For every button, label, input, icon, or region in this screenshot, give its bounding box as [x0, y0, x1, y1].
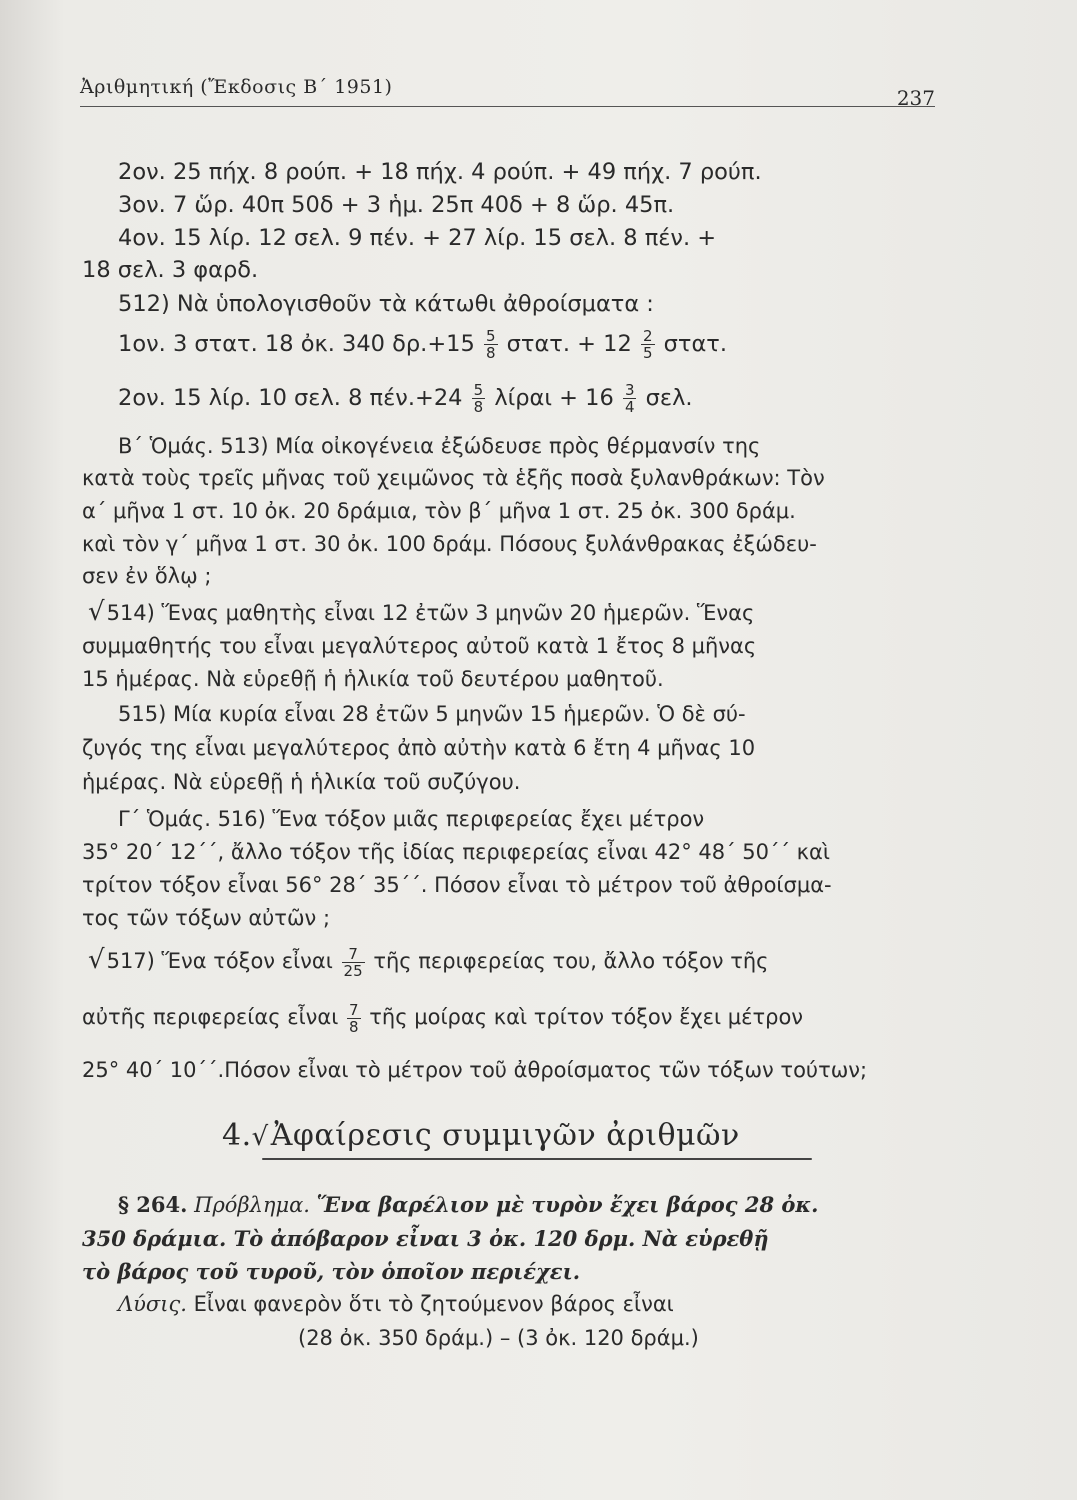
section-number: 4.	[222, 1118, 252, 1153]
text-line: 2ον. 25 πήχ. 8 ρούπ. + 18 πήχ. 4 ρούπ. + 49 πήχ. 7 ρούπ.	[118, 159, 762, 185]
fraction-numerator: 5	[473, 381, 484, 399]
fraction-numerator: 5	[485, 327, 496, 345]
checkmark-icon: √	[251, 1122, 269, 1152]
text-line	[118, 382, 693, 416]
text-line: Γ΄ Ὁμάς. 516) Ἕνα τόξον μιᾶς περιφερείας ἔχει μέτρον	[118, 807, 705, 831]
text-line: Β΄ Ὁμάς. 513) Μία οἰκογένεια ἐξώδευσε πρὸς θέρμανσίν της	[118, 434, 761, 458]
text-line	[88, 944, 769, 979]
text-segment: στατ. + 12	[506, 331, 632, 357]
text-line: 35° 20΄ 12΄΄, ἄλλο τόξον τῆς ἰδίας περιφερείας εἶναι 42° 48΄ 50΄΄ καὶ	[82, 840, 830, 864]
text-line	[82, 1001, 803, 1035]
text-line: 18 σελ. 3 φαρδ.	[82, 257, 259, 283]
text-line: α΄ μῆνα 1 στ. 10 ὀκ. 20 δράμια, τὸν β΄ μῆνα 1 στ. 25 ὀκ. 300 δράμ.	[82, 499, 796, 523]
text-segment: αὐτῆς περιφερείας εἶναι	[82, 1005, 339, 1029]
text-line	[118, 328, 727, 362]
text-line: τὸ βάρος τοῦ τυροῦ, τὸν ὁποῖον περιέχει.	[82, 1259, 581, 1284]
text-line: ἡμέρας. Νὰ εὑρεθῇ ἡ ἡλικία τοῦ συζύγου.	[82, 770, 521, 794]
text-segment: τῆς μοίρας καὶ τρίτον τόξον ἔχει μέτρον	[369, 1005, 804, 1029]
text-line: τρίτον τόξον εἶναι 56° 28΄ 35΄΄. Πόσον εἶναι τὸ μέτρον τοῦ ἀθροίσμα-	[82, 873, 832, 897]
fraction-denominator: 25	[343, 961, 363, 980]
section-title: Ἀφαίρεσις συμμιγῶν ἀριθμῶν	[270, 1118, 740, 1153]
fraction-numerator: 2	[642, 327, 653, 345]
fraction	[472, 382, 486, 415]
fraction-numerator: 7	[348, 944, 358, 963]
text-segment: 517) Ἕνα τόξον εἶναι	[106, 949, 333, 973]
section-heading	[222, 1118, 740, 1153]
page-number: 237	[896, 86, 935, 110]
text-line	[118, 1188, 818, 1223]
text-segment: Ἕνα βαρέλιον μὲ τυρὸν ἔχει βάρος 28 ὀκ.	[316, 1192, 819, 1217]
header-title: Ἀριθμητική (Ἔκδοσις Β΄ 1951)	[80, 76, 393, 98]
fraction-numerator: 3	[624, 381, 635, 399]
text-line: (28 ὀκ. 350 δράμ.) – (3 ὀκ. 120 δράμ.)	[298, 1326, 699, 1350]
fraction	[342, 946, 365, 979]
text-line: κατὰ τοὺς τρεῖς μῆνας τοῦ χειμῶνος τὰ ἑξῆς ποσὰ ξυλανθράκων: Τὸν	[82, 466, 825, 490]
fraction-denominator: 8	[349, 1017, 359, 1036]
text-line: 512) Νὰ ὑπολογισθοῦν τὰ κάτωθι ἀθροίσματα :	[118, 291, 654, 317]
text-line: σεν ἐν ὅλῳ ;	[82, 564, 212, 588]
fraction-denominator: 4	[624, 398, 635, 416]
text-line: καὶ τὸν γ΄ μῆνα 1 στ. 30 ὀκ. 100 δράμ. Πόσους ξυλάνθρακας ἐξώδευ-	[82, 532, 817, 556]
fraction-denominator: 8	[485, 344, 496, 362]
text-line: 25° 40΄ 10΄΄.Πόσον εἶναι τὸ μέτρον τοῦ ἀθροίσματος τῶν τόξων τούτων;	[82, 1058, 868, 1082]
text-line: 515) Μία κυρία εἶναι 28 ἐτῶν 5 μηνῶν 15 ἡμερῶν. Ὁ δὲ σύ-	[118, 702, 746, 726]
fraction	[641, 328, 655, 361]
text-line: 15 ἡμέρας. Νὰ εὑρεθῇ ἡ ἡλικία τοῦ δευτέρου μαθητοῦ.	[82, 667, 664, 691]
text-segment: τῆς περιφερείας του, ἄλλο τόξον τῆς	[373, 949, 769, 973]
text-line: τος τῶν τόξων αὐτῶν ;	[82, 906, 331, 930]
checkmark-icon: √	[88, 945, 105, 975]
solution-label: Λύσις.	[118, 1292, 187, 1316]
fraction	[623, 382, 637, 415]
text-segment: στατ.	[663, 331, 727, 357]
fraction-denominator: 5	[642, 344, 653, 362]
text-line: 4ον. 15 λίρ. 12 σελ. 9 πέν. + 27 λίρ. 15 σελ. 8 πέν. +	[118, 225, 717, 251]
text-line	[88, 596, 754, 631]
text-segment: 1ον. 3 στατ. 18 ὀκ. 340 δρ.+15	[118, 331, 475, 357]
text-line: 350 δράμια. Τὸ ἀπόβαρον εἶναι 3 ὀκ. 120 δρμ. Νὰ εὑρεθῇ	[82, 1226, 769, 1251]
text-segment: 514) Ἕνας μαθητὴς εἶναι 12 ἐτῶν 3 μηνῶν 20 ἡμερῶν. Ἕνας	[106, 601, 755, 625]
fraction-denominator: 8	[473, 398, 484, 416]
problem-label: Πρόβλημα.	[194, 1193, 310, 1217]
running-header	[80, 72, 935, 110]
text-line	[118, 1288, 674, 1322]
text-segment: λίραι + 16	[494, 385, 614, 411]
fraction	[347, 1002, 361, 1035]
text-line: 3ον. 7 ὥρ. 40π 50δ + 3 ἡμ. 25π 40δ + 8 ὥρ. 45π.	[118, 192, 675, 218]
text-line: συμμαθητής του εἶναι μεγαλύτερος αὐτοῦ κατὰ 1 ἔτος 8 μῆνας	[82, 634, 757, 658]
section-underline	[262, 1158, 812, 1160]
text-line: ζυγός της εἶναι μεγαλύτερος ἀπὸ αὐτὴν κατὰ 6 ἔτη 4 μῆνας 10	[82, 736, 756, 760]
fraction	[484, 328, 498, 361]
fraction-numerator: 7	[349, 1000, 359, 1019]
text-segment: 2ον. 15 λίρ. 10 σελ. 8 πέν.+24	[118, 385, 463, 411]
text-segment: Εἶναι φανερὸν ὅτι τὸ ζητούμενον βάρος εἶναι	[193, 1292, 674, 1316]
text-segment: σελ.	[645, 385, 693, 411]
checkmark-icon: √	[88, 597, 105, 627]
paragraph-number: § 264.	[118, 1192, 188, 1217]
